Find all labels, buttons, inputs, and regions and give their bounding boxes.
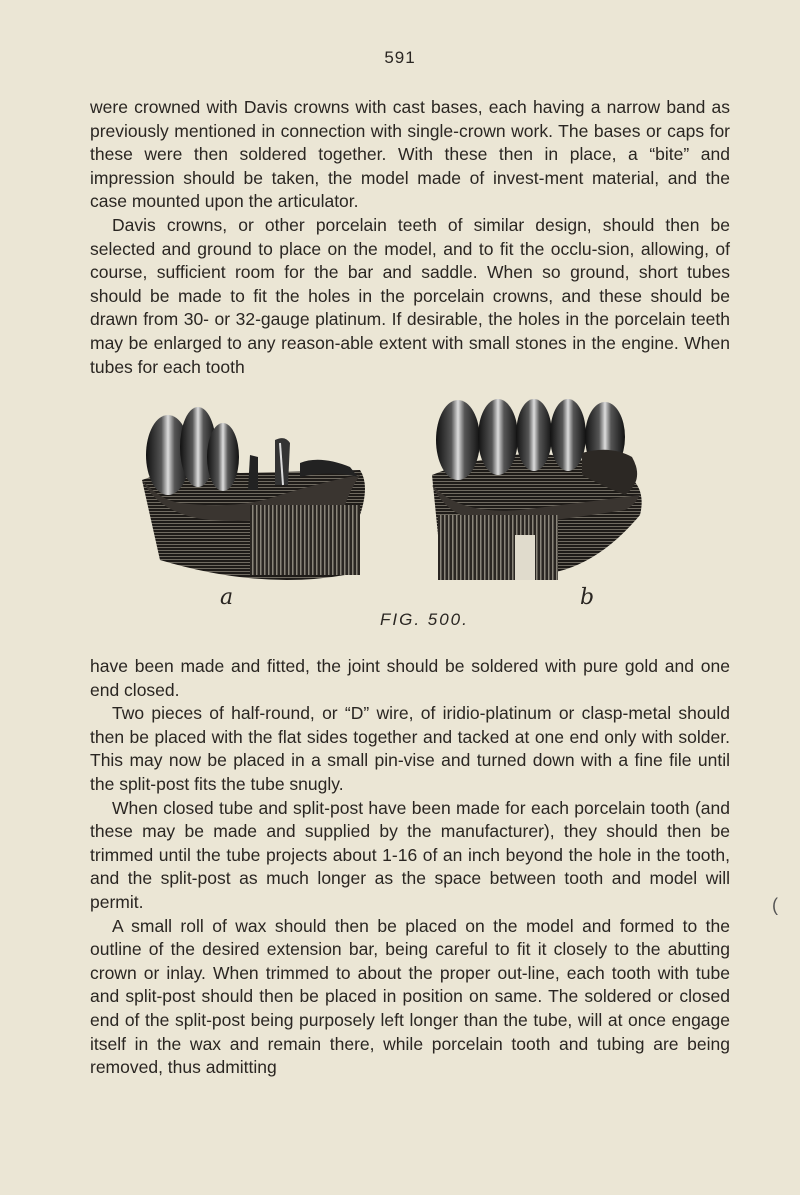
page-number: 591 [384,48,416,67]
paragraph: When closed tube and split-post have been made for each porcelain tooth (and these may be made and supplied by the manufacturer), they should then be trimmed until the tube projects about 1-16 of an inch beyond the hole in the tooth, and the split-post as much longer as the space between tooth and model will permit. [90,797,730,912]
body-text-top [90,96,730,379]
figure-500 [120,385,700,640]
paragraph: have been made and fitted, the joint should be soldered with pure gold and one end closed. [90,656,730,700]
paragraph: were crowned with Davis crowns with cast bases, each having a narrow band as previously mentioned in connection with single-crown work. The bases or caps for these were then soldered together. With these then in place, a “bite” and impression should be taken, the model made of invest-ment material, and the case mounted upon the articulator. [90,97,730,212]
figure-label-b: b [580,585,595,610]
figure-caption: FIG. 500. [380,610,469,629]
margin-mark: ( [772,895,778,915]
dental-model-illustration [120,385,700,640]
figure-label-a: a [220,585,234,610]
paragraph: A small roll of wax should then be placed on the model and formed to the outline of the desired extension bar, being careful to fit it closely to the abutting crown or inlay. When trimmed to about the proper out-line, each tooth with tube and split-post should then be placed in position on same. The soldered or closed end of the split-post being purposely left longer than the tube, will at once engage itself in the wax and remain there, while porcelain tooth and tubing are being removed, thus admitting [90,915,730,1078]
model-a [142,407,365,580]
body-text-bottom [90,655,730,1080]
model-b [432,399,642,580]
paragraph: Davis crowns, or other porcelain teeth of similar design, should then be selected and ground to place on the model, and to fit the occlu-sion, allowing, of course, sufficient room for the bar and saddle. When so ground, short tubes should be made to fit the holes in the porcelain crowns, and these should be drawn from 30- or 32-gauge platinum. If desirable, the holes in the porcelain teeth may be enlarged to any reason-able extent with small stones in the engine. When tubes for each tooth [90,214,730,377]
paragraph: Two pieces of half-round, or “D” wire, of iridio-platinum or clasp-metal should then be placed with the flat sides together and tacked at one end only with solder. This may now be placed in a small pin-vise and turned down with a fine file until the split-post fits the tube snugly. [90,703,730,794]
